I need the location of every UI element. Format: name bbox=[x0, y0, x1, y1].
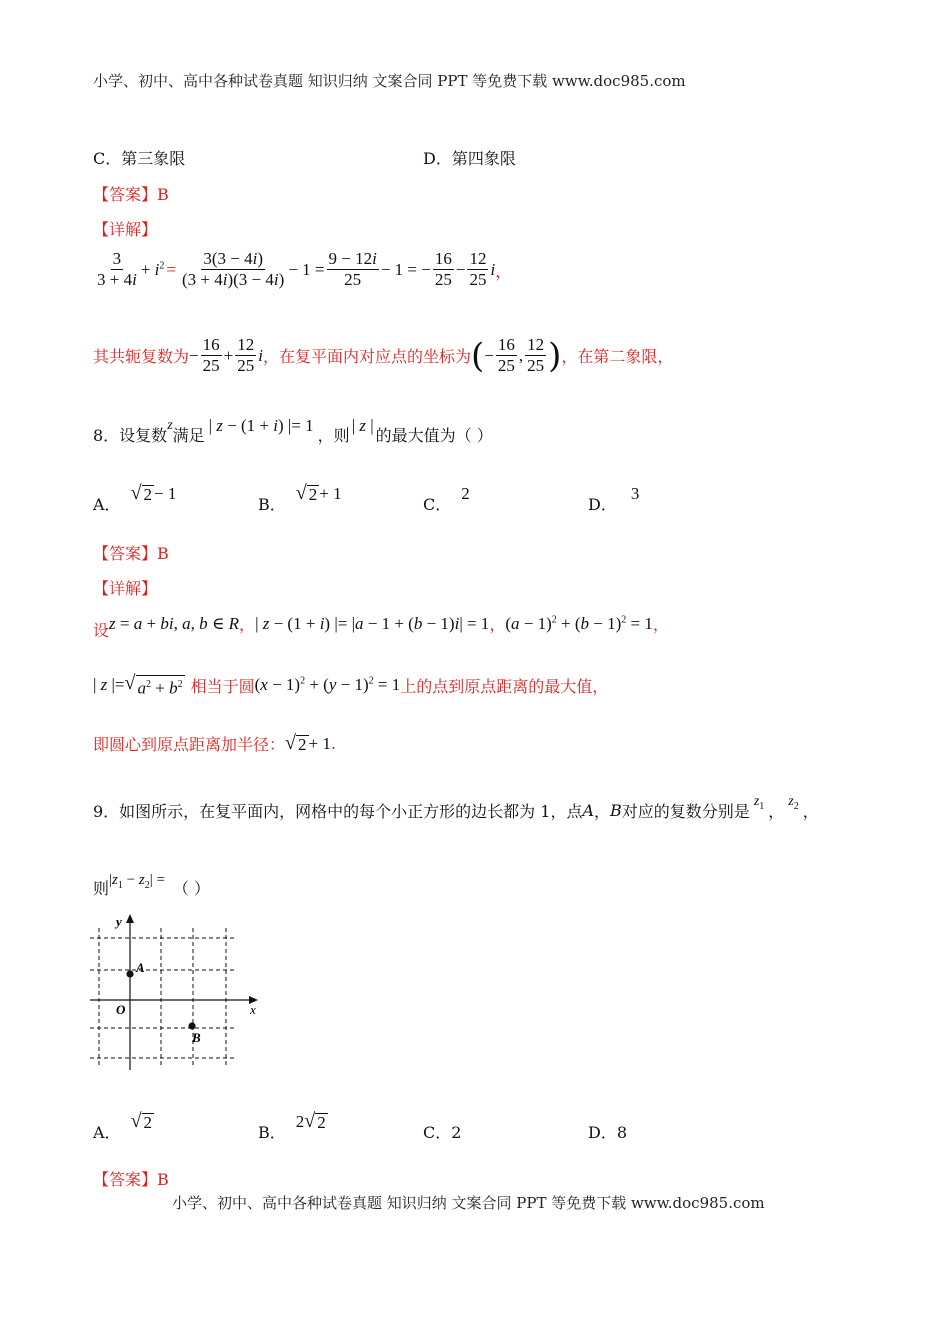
q9-stem-line2: 则 $|z_1 - z_2|$ = （ ） bbox=[93, 872, 210, 898]
q9-grid-figure bbox=[86, 910, 266, 1075]
q9-answer: 【答案】B bbox=[93, 1170, 169, 1189]
q9-point-a: A bbox=[582, 801, 595, 820]
point-b-label: B bbox=[192, 1030, 201, 1045]
q9-stem-a: 9．如图所示，在复平面内，网格中的每个小正方形的边长都为 1，点 bbox=[93, 802, 583, 821]
q8-option-b-label: B． bbox=[258, 495, 286, 514]
q8-option-a-label: A． bbox=[93, 495, 121, 514]
q8-l2-suffix: 上的点到原点距离的最大值， bbox=[400, 676, 609, 696]
axis-x-label: x bbox=[250, 1002, 256, 1017]
q8-l2-mid: 相当于圆 bbox=[190, 676, 255, 696]
q9-option-a-label: A． bbox=[93, 1123, 121, 1142]
q9-option-a: A． √ 2 bbox=[93, 1110, 153, 1142]
q9-option-b-label: B． bbox=[258, 1123, 286, 1142]
point-a-label: A bbox=[136, 960, 145, 975]
q9-stem-e: （ ） bbox=[172, 879, 210, 898]
point-b-dot bbox=[188, 1022, 195, 1029]
page-footer: 小学、初中、高中各种试卷真题 知识归纳 文案合同 PPT 等免费下载 www.doc985.com bbox=[172, 1194, 765, 1212]
axis-y-label: y bbox=[116, 914, 122, 929]
q8-option-c bbox=[423, 482, 470, 514]
q7-line2-suffix: ，在第二象限， bbox=[561, 347, 674, 366]
q8-stem: 8．设复数 z 满足 | z − (1 + i) |= 1 ，则 | z | 的最大值为（ ） bbox=[93, 415, 493, 445]
q7-derivation: $\frac{3}{3 + 4i}$ + $i^2$ = $\frac{3(3 - 4i)}{(3 + 4i)(3 - 4i)}$ − 1 = $\frac{9 - 12i}{25}$ − 1 = − $\frac{16}{25}$ − $\frac{12}{25}$ i ， bbox=[97, 249, 513, 289]
q7-line2-prefix: 其共轭复数为 bbox=[93, 347, 190, 366]
q9-stem-d: 则 bbox=[93, 879, 110, 898]
q8-option-b: B． √ 2 + 1 bbox=[258, 482, 342, 514]
q8-stem-a: 8．设复数 bbox=[93, 426, 168, 445]
q8-option-d-label: D． bbox=[588, 495, 617, 514]
explain-label: 【详解】 bbox=[93, 220, 158, 239]
origin-label: O bbox=[116, 1002, 126, 1017]
q9-stem-b: ， bbox=[594, 802, 611, 821]
q8-l1-prefix: 设 bbox=[93, 621, 110, 640]
q8-line2: | z |= √ $a^2 + b^2$ 相当于圆 $(x - 1)^2 + (y - 1)^2 = 1$ 上的点到原点距离的最大值， bbox=[93, 672, 609, 698]
q8-option-c-value: 2 bbox=[461, 483, 470, 503]
q8-stem-b: 满足 bbox=[172, 426, 205, 445]
q9-option-b: B． 2 √ 2 bbox=[258, 1110, 326, 1142]
q8-l3-prefix: 即圆心到原点距离加半径： bbox=[93, 735, 286, 754]
q9-option-c: C．2 bbox=[423, 1123, 462, 1142]
q8-option-a: A． √ 2 − 1 bbox=[93, 482, 177, 514]
q8-line1: 设 z = a + bi, a, b ∈ R ， | z − (1 + i) |= |a − 1 + (b − 1)i| = 1 ， $(a - 1)^2 + (b - 1)^2 = 1$ ， bbox=[93, 613, 669, 640]
q9-option-d: D．8 bbox=[588, 1123, 628, 1142]
option-d: D．第四象限 bbox=[423, 149, 516, 168]
q8-line3: 即圆心到原点距离加半径： √ 2 + 1 . bbox=[93, 732, 336, 754]
answer-label: 【答案】B bbox=[93, 185, 169, 204]
q8-answer: 【答案】B bbox=[93, 544, 169, 563]
q8-option-c-label: C． bbox=[423, 495, 452, 514]
q9-point-b: B bbox=[610, 801, 622, 820]
q7-conjugate-line: 其共轭复数为 − $\frac{16}{25}$ + $\frac{12}{25}$ i ，在复平面内对应点的坐标为 ( − $\frac{16}{25}$ , $\frac{12}{25}$ ) ，在第二象限， bbox=[93, 335, 674, 376]
q8-explain: 【详解】 bbox=[93, 579, 158, 598]
option-c: C．第三象限 bbox=[93, 149, 186, 168]
q8-stem-d: 的最大值为（ ） bbox=[375, 426, 493, 445]
q9-stem-c: 对应的复数分别是 bbox=[621, 802, 750, 821]
q9-stem: 9．如图所示，在复平面内，网格中的每个小正方形的边长都为 1，点 A ， B 对应的复数分别是 $z_1$ ， $z_2$ ， bbox=[93, 793, 819, 821]
q8-option-d bbox=[588, 482, 640, 514]
page-header: 小学、初中、高中各种试卷真题 知识归纳 文案合同 PPT 等免费下载 www.doc985.com bbox=[93, 72, 686, 90]
q7-line2-mid: ，在复平面内对应点的坐标为 bbox=[262, 347, 471, 366]
point-a-dot bbox=[126, 970, 133, 977]
q8-stem-c: ，则 bbox=[317, 426, 350, 445]
q8-option-d-value: 3 bbox=[630, 483, 640, 503]
